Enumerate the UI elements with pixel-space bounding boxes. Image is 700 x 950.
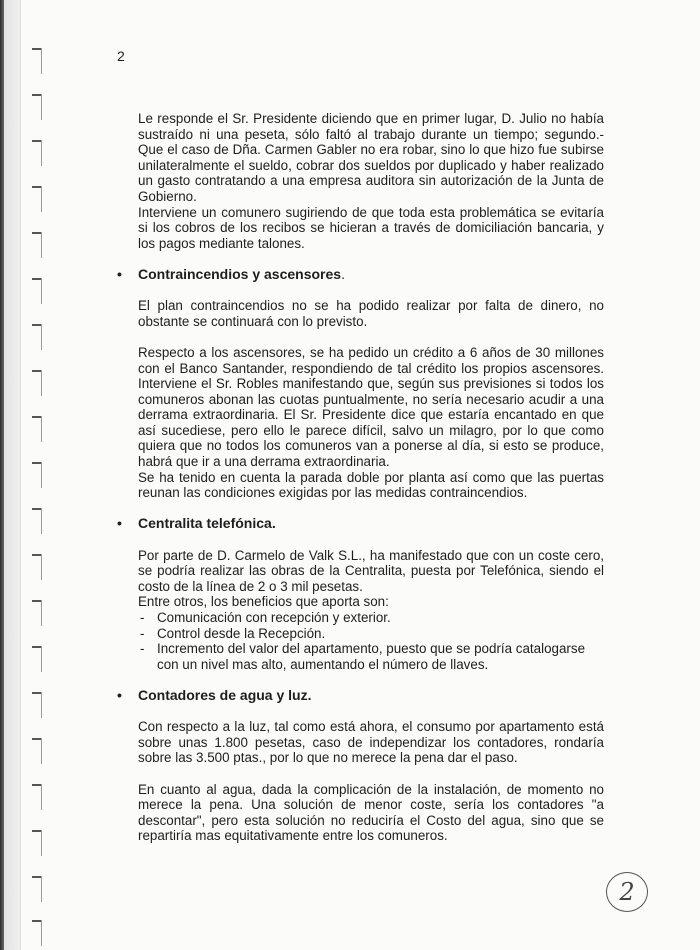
- paragraph-ascensores: Respecto a los ascensores, se ha pedido un crédito a 6 años de 30 millones con el Banco Santander, respondiendo de tal crédito los propios ascensores. Interviene el Sr. Robles manifestando que, según sus previsiones si todos los comuneros abonan las cuotas puntualmente, no sería necesario acudir a una derrama extraordinaria. El Sr. Presidente dice que estaría encantado en que así sucediese, pero ello le parece difícil, salvo un milagro, por lo que como quiera que no todos los comuneros van a ponerse al día, si esto se produce, habrá que ir a una derrama extraordinaria.: [138, 344, 604, 470]
- binder-hole-mark: [32, 738, 42, 764]
- binder-hole-mark: [32, 646, 42, 672]
- binder-strip: [4, 0, 21, 950]
- list-item: [138, 626, 604, 642]
- paragraph-luz: Con respecto a la luz, tal como está ahora, el consumo por apartamento está sobre unas 1.800 pesetas, caso de independizar los contadores, rondaría sobre las 3.500 ptas., por lo que no merece la pena dar el paso.: [138, 719, 604, 766]
- page-number: 2: [117, 48, 125, 64]
- list-item: [138, 610, 604, 626]
- binder-hole-mark: [32, 370, 42, 396]
- binder-hole-mark: [32, 140, 42, 166]
- section-title-suffix: .: [341, 265, 345, 282]
- section-title: Contraincendios y ascensores: [138, 265, 342, 282]
- binder-hole-mark: [32, 462, 42, 488]
- paragraph-agua: En cuanto al agua, dada la complicación de la instalación, de momento no merece la pena. Una solución de menor coste, sería los contadores "a descontar", pero esta solución no reduciría el Costo del agua, sino que se repartiría mas equitativamente entre los comuneros.: [138, 781, 604, 844]
- list-item: [138, 641, 604, 672]
- list-item-text: Incremento del valor del apartamento, puesto que se podría catalogarse con un nivel mas alto, aumentando el número de llaves.: [157, 641, 586, 672]
- binder-hole-mark: [32, 830, 42, 856]
- list-item-text: Control desde la Recepción.: [157, 625, 326, 641]
- dash-marker: -: [140, 625, 145, 641]
- binder-hole-mark: [32, 554, 42, 580]
- paragraph-beneficios-intro: Entre otros, los beneficios que aporta son:: [138, 594, 389, 610]
- paragraph-comunero-intervention: Interviene un comunero sugiriendo de que toda esta problemática se evitaría si los cobros de los recibos se hicieran a través de domiciliación bancaria, y los pagos mediante talones.: [138, 204, 604, 251]
- binder-hole-mark: [32, 94, 42, 120]
- document-body: [117, 111, 604, 844]
- list-item-text: Comunicación con recepción y exterior.: [157, 610, 391, 625]
- paragraph-carmelo-valk: Por parte de D. Carmelo de Valk S.L., ha manifestado que con un coste cero, se podría realizar las obras de la Centralita, puesta por Telefónica, siendo el costo de la línea de 2 o 3 mil pesetas.: [138, 547, 604, 594]
- bullet-icon: •: [117, 265, 122, 282]
- binder-hole-mark: [32, 508, 42, 534]
- section-title: Centralita telefónica.: [138, 515, 276, 532]
- section-title: Contadores de agua y luz.: [138, 686, 312, 703]
- dash-marker: -: [140, 610, 145, 625]
- dash-marker: -: [140, 641, 145, 657]
- paragraph-parada-doble: Se ha tenido en cuenta la parada doble por planta así como que las puertas reunan las condiciones exigidas por las medidas contraincendios.: [138, 469, 604, 501]
- binder-hole-mark: [32, 324, 42, 350]
- binder-hole-mark: [32, 186, 42, 212]
- binder-hole-mark: [32, 278, 42, 304]
- binder-hole-mark: [32, 876, 42, 902]
- binder-hole-mark: [32, 692, 42, 718]
- binder-hole-mark: [32, 920, 42, 946]
- binder-hole-mark: [32, 784, 42, 810]
- bullet-icon: •: [117, 686, 122, 703]
- handwritten-circled-page-number: 2: [606, 872, 648, 912]
- benefits-list: [138, 610, 604, 672]
- binder-hole-mark: [32, 600, 42, 626]
- binder-hole-mark: [32, 232, 42, 258]
- paragraph-president-response: Le responde el Sr. Presidente diciendo que en primer lugar, D. Julio no había sustraído ni una peseta, sólo faltó al trabajo durante un tiempo; segundo.- Que el caso de Dña. Carmen Gabler no era robar, sino lo que hizo fue subirse unilateralmente el sueldo, cobrar dos sueldos por duplicado y haber realizado un gasto contratando a una empresa auditora sin autorización de la Junta de Gobierno.: [138, 111, 604, 204]
- paragraph-plan-contraincendios: El plan contraincendios no se ha podido realizar por falta de dinero, no obstante se continuará con lo previsto.: [138, 298, 604, 329]
- section-heading-contraincendios: [117, 265, 604, 283]
- binder-hole-mark: [32, 48, 42, 74]
- binder-hole-mark: [32, 416, 42, 442]
- section-heading-centralita: [117, 515, 604, 532]
- section-heading-contadores: [117, 686, 604, 704]
- bullet-icon: •: [117, 515, 122, 532]
